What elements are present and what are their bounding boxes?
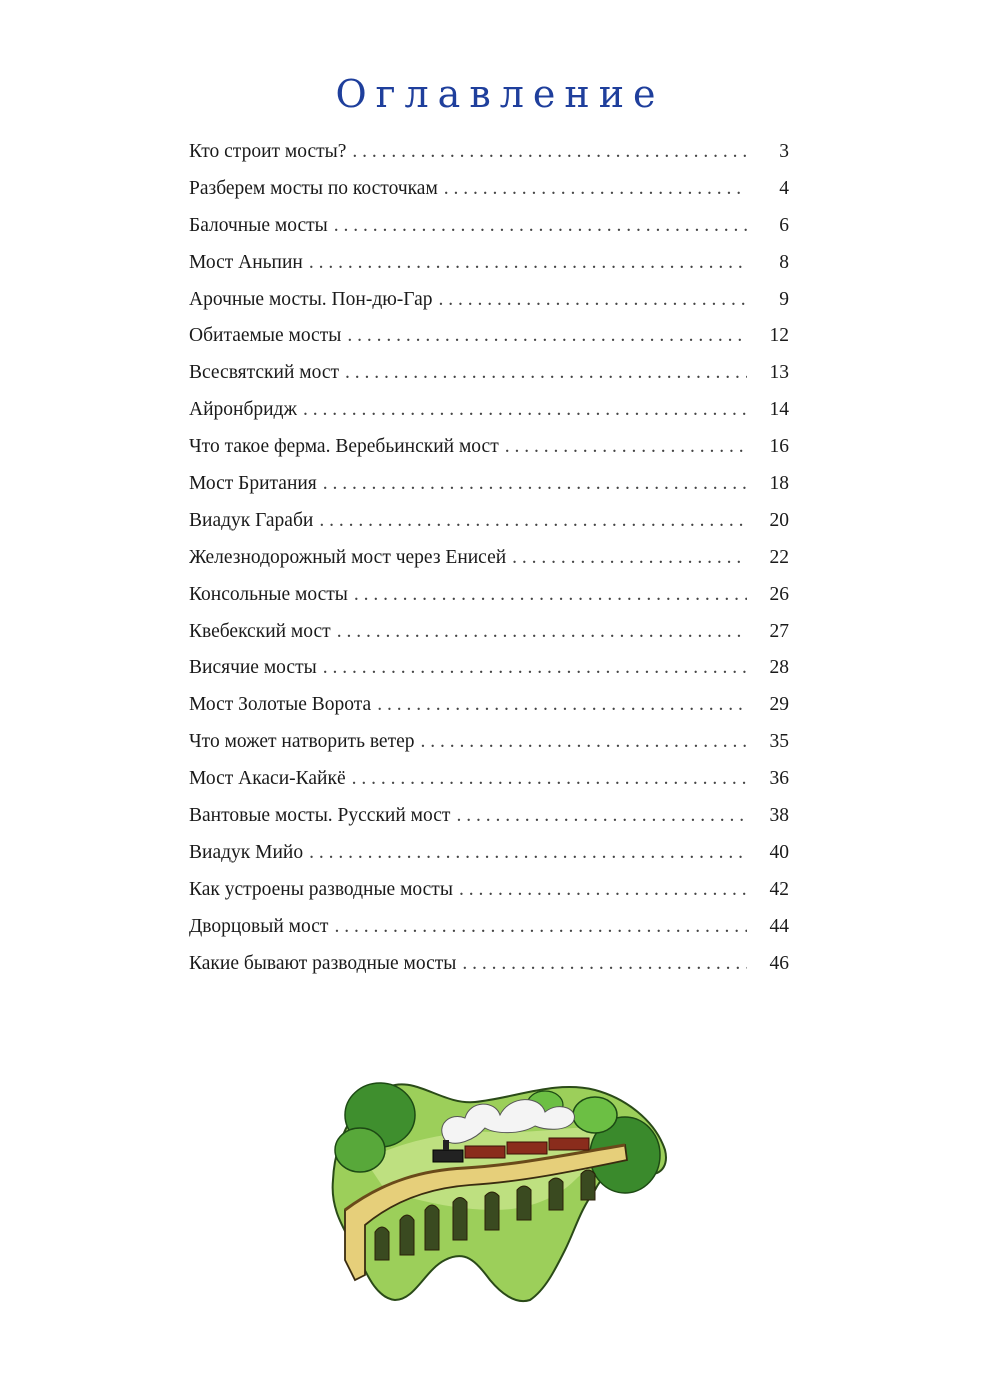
toc-leader-dots xyxy=(309,842,747,864)
toc-leader-dots xyxy=(319,510,747,532)
toc-leader-dots xyxy=(505,436,747,458)
toc-entry-page: 16 xyxy=(769,436,789,458)
toc-entry[interactable] xyxy=(189,289,789,326)
toc-leader-dots xyxy=(323,473,747,495)
toc-entry-page: 9 xyxy=(779,288,789,310)
toc-leader-dots xyxy=(334,916,747,938)
toc-leader-dots xyxy=(323,657,747,679)
toc-entry-page: 22 xyxy=(769,546,789,568)
toc-entry[interactable] xyxy=(189,657,789,694)
toc-entry[interactable] xyxy=(189,141,789,178)
toc-entry-page: 28 xyxy=(769,657,789,679)
toc-entry-label: Мост Акаси-Кайкё xyxy=(189,768,346,790)
toc-entry[interactable] xyxy=(189,916,789,953)
toc-entry-label: Что может натворить ветер xyxy=(189,731,415,753)
toc-entry[interactable] xyxy=(189,621,789,658)
toc-entry-label: Как устроены разводные мосты xyxy=(189,878,453,900)
toc-leader-dots xyxy=(334,215,747,237)
toc-entry-page: 44 xyxy=(769,915,789,937)
toc-entry-label: Балочные мосты xyxy=(189,214,328,236)
toc-entry-label: Мост Золотые Ворота xyxy=(189,694,372,716)
toc-entry-page: 35 xyxy=(769,731,789,753)
toc-entry-page: 8 xyxy=(779,251,789,273)
toc-leader-dots xyxy=(354,584,747,606)
toc-leader-dots xyxy=(352,141,747,163)
toc-entry[interactable] xyxy=(189,252,789,289)
toc-entry-label: Вантовые мосты. Русский мост xyxy=(189,805,451,827)
toc-entry-page: 4 xyxy=(779,177,789,199)
toc-entry-label: Мост Британия xyxy=(189,473,317,495)
toc-entry-label: Какие бывают разводные мосты xyxy=(189,952,457,974)
toc-entry-page: 20 xyxy=(769,509,789,531)
toc-entry-label: Виадук Гараби xyxy=(189,509,314,531)
toc-leader-dots xyxy=(459,879,747,901)
toc-leader-dots xyxy=(444,178,747,200)
toc-leader-dots xyxy=(439,289,748,311)
toc-entry-label: Кто строит мосты? xyxy=(189,141,347,162)
toc-entry[interactable] xyxy=(189,399,789,436)
toc-entry-label: Дворцовый мост xyxy=(189,915,329,937)
toc-leader-dots xyxy=(421,731,747,753)
toc-entry-label: Консольные мосты xyxy=(189,583,348,605)
toc-entry-label: Железнодорожный мост через Енисей xyxy=(189,546,507,568)
toc-leader-dots xyxy=(337,621,747,643)
toc-entry[interactable] xyxy=(189,510,789,547)
toc-entry[interactable] xyxy=(189,879,789,916)
railway-viaduct-illustration xyxy=(325,1060,670,1305)
toc-entry-label: Арочные мосты. Пон-дю-Гар xyxy=(189,288,433,310)
toc-leader-dots xyxy=(303,399,747,421)
toc-entry[interactable] xyxy=(189,178,789,215)
toc-entry[interactable] xyxy=(189,473,789,510)
toc-entry[interactable] xyxy=(189,215,789,252)
toc-entry-page: 36 xyxy=(769,768,789,790)
toc-entry-label: Висячие мосты xyxy=(189,657,317,679)
toc-entry-label: Квебекский мост xyxy=(189,620,331,642)
toc-entry-page: 40 xyxy=(769,841,789,863)
toc-entry[interactable] xyxy=(189,842,789,879)
toc-entry-page: 13 xyxy=(769,362,789,384)
toc-entry[interactable] xyxy=(189,953,789,990)
toc-entry-label: Виадук Мийо xyxy=(189,841,304,863)
tree-shape xyxy=(573,1097,617,1133)
toc-entry[interactable] xyxy=(189,325,789,362)
tree-shape xyxy=(335,1128,385,1172)
toc-entry[interactable] xyxy=(189,768,789,805)
toc-entry-page: 3 xyxy=(779,141,789,162)
toc-entry[interactable] xyxy=(189,694,789,731)
toc-entry-page: 26 xyxy=(769,583,789,605)
toc-leader-dots xyxy=(512,547,747,569)
toc-entry[interactable] xyxy=(189,584,789,621)
toc-leader-dots xyxy=(347,325,747,347)
toc-entry[interactable] xyxy=(189,362,789,399)
toc-entry-label: Всесвятский мост xyxy=(189,362,340,384)
toc-entry[interactable] xyxy=(189,547,789,584)
toc-entry-label: Айронбридж xyxy=(189,399,297,421)
toc-leader-dots xyxy=(352,768,747,790)
toc-entry[interactable] xyxy=(189,731,789,768)
toc-entry[interactable] xyxy=(189,436,789,473)
toc-entry-label: Разберем мосты по косточкам xyxy=(189,177,438,199)
toc-entry-label: Обитаемые мосты xyxy=(189,325,342,347)
toc-leader-dots xyxy=(309,252,747,274)
toc-leader-dots xyxy=(345,362,747,384)
toc-entry-page: 38 xyxy=(769,805,789,827)
toc-entry-page: 29 xyxy=(769,694,789,716)
toc-entry-label: Мост Аньпин xyxy=(189,251,303,273)
page-title: Оглавление xyxy=(335,72,665,116)
toc-leader-dots xyxy=(462,953,747,975)
toc-entry-page: 27 xyxy=(769,620,789,642)
toc-leader-dots xyxy=(377,694,747,716)
toc-entry[interactable] xyxy=(189,805,789,842)
toc-entry-page: 6 xyxy=(779,214,789,236)
toc-entry-page: 46 xyxy=(769,952,789,974)
toc-entry-page: 14 xyxy=(769,399,789,421)
toc-entry-page: 12 xyxy=(769,325,789,347)
toc-entry-label: Что такое ферма. Веребьинский мост xyxy=(189,436,499,458)
toc-entry-page: 42 xyxy=(769,878,789,900)
toc-entry-page: 18 xyxy=(769,473,789,495)
table-of-contents xyxy=(189,141,789,989)
toc-leader-dots xyxy=(456,805,747,827)
